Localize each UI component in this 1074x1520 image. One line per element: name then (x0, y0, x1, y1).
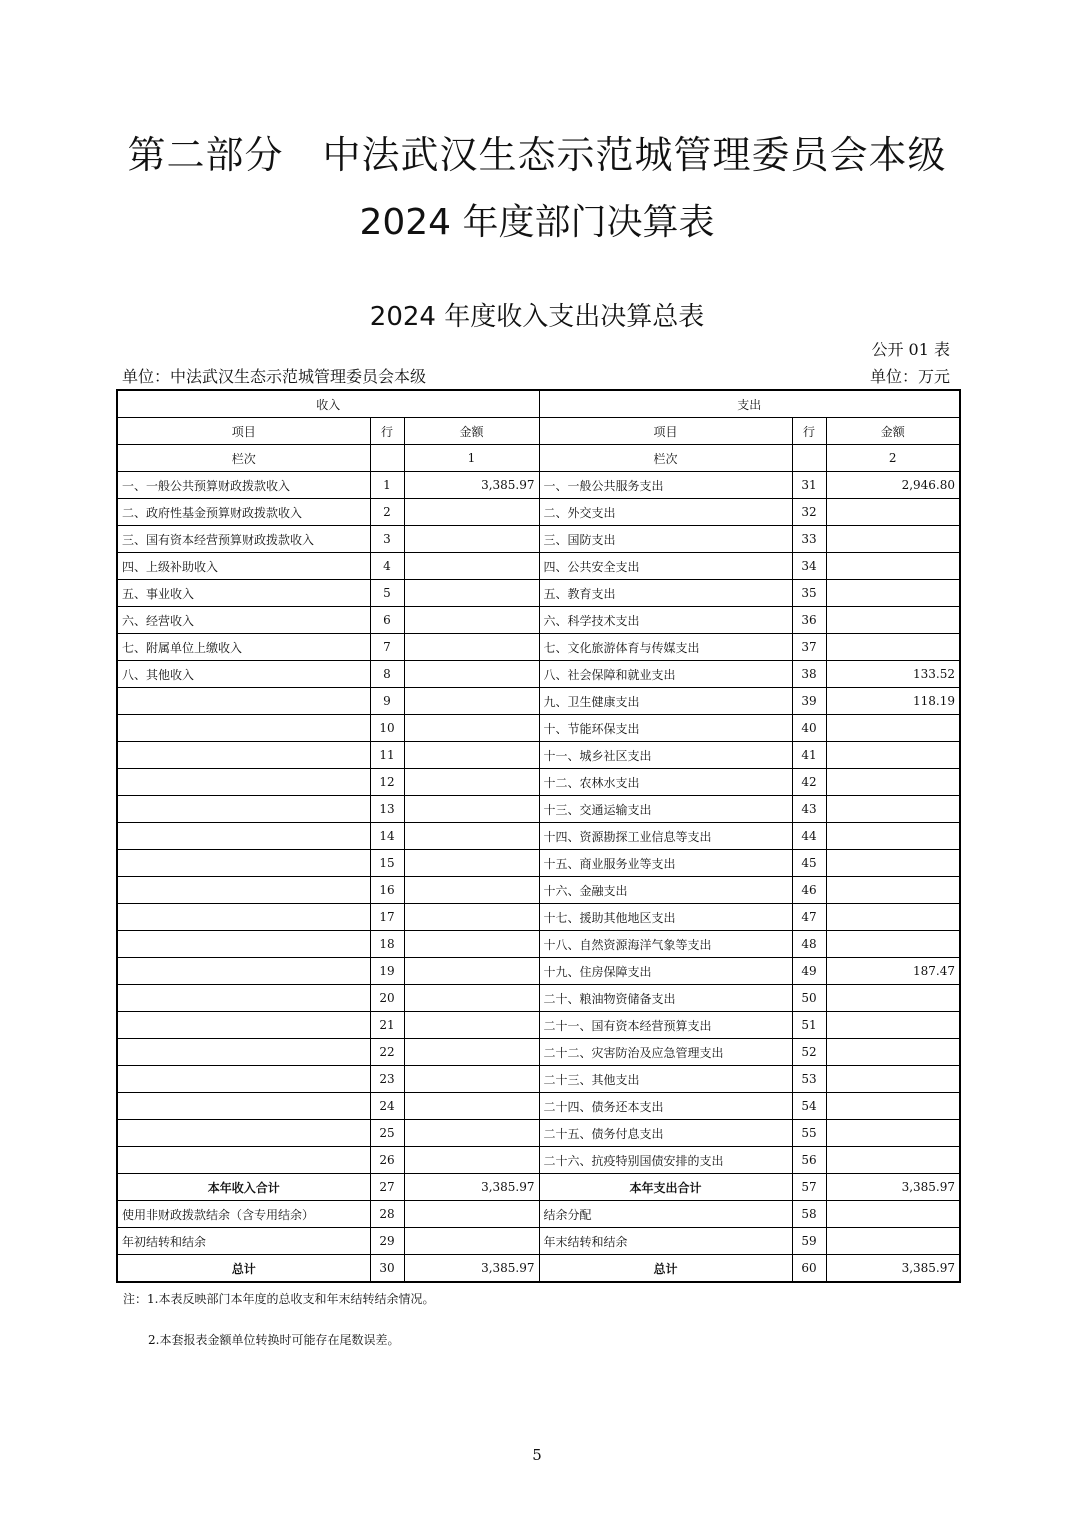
unit-organization: 单位：中法武汉生态示范城管理委员会本级 (122, 367, 427, 386)
expense-row-number-cell: 59 (792, 1228, 826, 1255)
income-row-number-cell: 22 (370, 1039, 404, 1066)
table-column-header-row (117, 418, 960, 445)
expense-row-number-cell: 54 (792, 1093, 826, 1120)
table-row (117, 877, 960, 904)
income-amount-cell (404, 499, 539, 526)
income-amount-cell (404, 796, 539, 823)
income-item-cell (117, 958, 370, 985)
income-amount-cell (404, 661, 539, 688)
table-section-header-row (117, 390, 960, 418)
expense-amount-cell (826, 769, 960, 796)
expense-amount-cell (826, 715, 960, 742)
table-row (117, 904, 960, 931)
expense-amount-cell (826, 796, 960, 823)
income-amount-cell (404, 607, 539, 634)
expense-item-cell: 十七、援助其他地区支出 (539, 904, 792, 931)
income-amount-cell (404, 1093, 539, 1120)
expense-item-cell: 总计 (539, 1255, 792, 1283)
income-item-cell (117, 1012, 370, 1039)
budget-summary-table (116, 389, 961, 1283)
income-row-number-cell: 13 (370, 796, 404, 823)
income-item-cell: 六、经营收入 (117, 607, 370, 634)
income-item-cell (117, 796, 370, 823)
table-row (117, 985, 960, 1012)
expense-item-cell: 六、科学技术支出 (539, 607, 792, 634)
income-row-number-cell: 3 (370, 526, 404, 553)
income-amount-cell (404, 553, 539, 580)
expense-amount-cell (826, 742, 960, 769)
table-row (117, 607, 960, 634)
income-item-cell (117, 1120, 370, 1147)
table-row (117, 1255, 960, 1283)
income-row-number-cell: 25 (370, 1120, 404, 1147)
income-row-number-cell: 24 (370, 1093, 404, 1120)
income-amount-cell (404, 823, 539, 850)
expense-row-number-cell: 33 (792, 526, 826, 553)
income-item-cell (117, 985, 370, 1012)
expense-amount-cell (826, 553, 960, 580)
income-row-number-cell: 26 (370, 1147, 404, 1174)
expense-row-number-cell: 32 (792, 499, 826, 526)
table-row (117, 1066, 960, 1093)
expense-amount-cell: 2,946.80 (826, 472, 960, 499)
table-row (117, 1039, 960, 1066)
income-item-cell: 年初结转和结余 (117, 1228, 370, 1255)
expense-amount-cell: 118.19 (826, 688, 960, 715)
expense-item-cell: 十八、自然资源海洋气象等支出 (539, 931, 792, 958)
expense-amount-cell (826, 607, 960, 634)
expense-amount-cell (826, 931, 960, 958)
expense-item-cell: 本年支出合计 (539, 1174, 792, 1201)
expense-row-number-cell: 42 (792, 769, 826, 796)
income-amount-cell (404, 742, 539, 769)
table-row (117, 796, 960, 823)
table-row (117, 1147, 960, 1174)
income-column-number: 1 (404, 445, 539, 472)
income-row-number-cell: 28 (370, 1201, 404, 1228)
expense-amount-cell: 133.52 (826, 661, 960, 688)
expense-column-number: 2 (826, 445, 960, 472)
expense-item-cell: 二十一、国有资本经营预算支出 (539, 1012, 792, 1039)
income-item-cell: 总计 (117, 1255, 370, 1283)
table-row (117, 850, 960, 877)
expense-amount-cell (826, 985, 960, 1012)
income-row-number-cell: 4 (370, 553, 404, 580)
income-row-number-cell: 8 (370, 661, 404, 688)
table-row (117, 1228, 960, 1255)
table-row (117, 580, 960, 607)
income-amount-cell (404, 1147, 539, 1174)
table-row (117, 1201, 960, 1228)
expense-header: 支出 (539, 390, 960, 418)
expense-amount-cell (826, 904, 960, 931)
income-row-header: 行 (370, 418, 404, 445)
expense-row-number-cell: 46 (792, 877, 826, 904)
unit-currency: 单位：万元 (869, 367, 950, 386)
table-row (117, 553, 960, 580)
income-item-cell (117, 850, 370, 877)
income-row-number-cell: 19 (370, 958, 404, 985)
expense-amount-cell: 3,385.97 (826, 1174, 960, 1201)
income-row-number-cell: 16 (370, 877, 404, 904)
income-row-number-cell: 18 (370, 931, 404, 958)
income-amount-cell (404, 931, 539, 958)
income-row-number-cell: 2 (370, 499, 404, 526)
expense-amount-cell (826, 850, 960, 877)
expense-amount-cell (826, 823, 960, 850)
expense-item-cell: 二十、粮油物资储备支出 (539, 985, 792, 1012)
income-amount-cell: 3,385.97 (404, 1174, 539, 1201)
income-amount-cell (404, 769, 539, 796)
income-row-number-cell: 7 (370, 634, 404, 661)
income-row-number-cell: 20 (370, 985, 404, 1012)
expense-item-cell: 年末结转和结余 (539, 1228, 792, 1255)
income-item-cell (117, 715, 370, 742)
expense-item-cell: 二十五、债务付息支出 (539, 1120, 792, 1147)
income-amount-cell (404, 1012, 539, 1039)
expense-item-cell: 十、节能环保支出 (539, 715, 792, 742)
expense-item-cell: 十九、住房保障支出 (539, 958, 792, 985)
income-item-cell: 使用非财政拨款结余（含专用结余） (117, 1201, 370, 1228)
expense-item-cell: 二、外交支出 (539, 499, 792, 526)
expense-row-number-cell: 37 (792, 634, 826, 661)
expense-amount-cell: 3,385.97 (826, 1255, 960, 1283)
expense-item-cell: 结余分配 (539, 1201, 792, 1228)
table-lanci-row (117, 445, 960, 472)
income-amount-cell (404, 877, 539, 904)
expense-row-header: 行 (792, 418, 826, 445)
income-item-cell: 七、附属单位上缴收入 (117, 634, 370, 661)
expense-amount-cell (826, 1093, 960, 1120)
expense-item-cell: 二十二、灾害防治及应急管理支出 (539, 1039, 792, 1066)
income-row-number-cell: 12 (370, 769, 404, 796)
table-row (117, 688, 960, 715)
income-amount-cell (404, 634, 539, 661)
expense-row-number-cell: 58 (792, 1201, 826, 1228)
expense-amount-cell (826, 499, 960, 526)
income-amount-cell (404, 1120, 539, 1147)
income-amount-header: 金额 (404, 418, 539, 445)
income-row-number-cell: 9 (370, 688, 404, 715)
table-row (117, 526, 960, 553)
table-row (117, 823, 960, 850)
income-item-cell: 五、事业收入 (117, 580, 370, 607)
expense-item-cell: 五、教育支出 (539, 580, 792, 607)
expense-lanci-label: 栏次 (539, 445, 792, 472)
income-item-cell (117, 1039, 370, 1066)
table-row (117, 661, 960, 688)
expense-item-cell: 九、卫生健康支出 (539, 688, 792, 715)
expense-amount-cell (826, 580, 960, 607)
income-amount-cell: 3,385.97 (404, 472, 539, 499)
income-item-header: 项目 (117, 418, 370, 445)
income-amount-cell (404, 526, 539, 553)
expense-amount-cell (826, 1120, 960, 1147)
income-amount-cell (404, 850, 539, 877)
expense-row-number-cell: 40 (792, 715, 826, 742)
expense-amount-cell (826, 1066, 960, 1093)
expense-row-number-cell: 53 (792, 1066, 826, 1093)
income-row-number-cell: 21 (370, 1012, 404, 1039)
expense-item-cell: 十三、交通运输支出 (539, 796, 792, 823)
income-amount-cell (404, 1039, 539, 1066)
income-item-cell (117, 769, 370, 796)
expense-row-number-cell: 31 (792, 472, 826, 499)
expense-amount-cell (826, 1039, 960, 1066)
table-row (117, 715, 960, 742)
income-amount-cell (404, 1228, 539, 1255)
income-row-number-cell: 17 (370, 904, 404, 931)
table-row (117, 634, 960, 661)
income-amount-cell: 3,385.97 (404, 1255, 539, 1283)
income-row-number-cell: 23 (370, 1066, 404, 1093)
income-item-cell: 一、一般公共预算财政拨款收入 (117, 472, 370, 499)
expense-amount-cell (826, 634, 960, 661)
income-item-cell: 本年收入合计 (117, 1174, 370, 1201)
expense-item-cell: 四、公共安全支出 (539, 553, 792, 580)
expense-item-cell: 七、文化旅游体育与传媒支出 (539, 634, 792, 661)
expense-row-number-cell: 60 (792, 1255, 826, 1283)
income-amount-cell (404, 688, 539, 715)
expense-row-number-cell: 35 (792, 580, 826, 607)
expense-amount-cell (826, 1147, 960, 1174)
income-row-number-cell: 5 (370, 580, 404, 607)
expense-row-number-cell: 49 (792, 958, 826, 985)
expense-item-cell: 二十六、抗疫特别国债安排的支出 (539, 1147, 792, 1174)
expense-item-cell: 十一、城乡社区支出 (539, 742, 792, 769)
income-row-number-cell: 29 (370, 1228, 404, 1255)
income-amount-cell (404, 904, 539, 931)
table-row (117, 1174, 960, 1201)
expense-amount-cell (826, 1012, 960, 1039)
income-item-cell (117, 823, 370, 850)
expense-item-cell: 三、国防支出 (539, 526, 792, 553)
expense-amount-header: 金额 (826, 418, 960, 445)
expense-row-number-cell: 36 (792, 607, 826, 634)
income-item-cell: 八、其他收入 (117, 661, 370, 688)
income-item-cell: 三、国有资本经营预算财政拨款收入 (117, 526, 370, 553)
document-title-line2: 2024 年度部门决算表 (359, 202, 715, 243)
table-row (117, 958, 960, 985)
expense-row-number-cell: 44 (792, 823, 826, 850)
expense-item-cell: 一、一般公共服务支出 (539, 472, 792, 499)
income-amount-cell (404, 1066, 539, 1093)
table-row (117, 1012, 960, 1039)
expense-amount-cell (826, 877, 960, 904)
income-lanci-blank (370, 445, 404, 472)
expense-row-number-cell: 47 (792, 904, 826, 931)
table-row (117, 472, 960, 499)
expense-amount-cell (826, 1201, 960, 1228)
income-item-cell (117, 904, 370, 931)
income-lanci-label: 栏次 (117, 445, 370, 472)
expense-item-cell: 二十四、债务还本支出 (539, 1093, 792, 1120)
income-item-cell (117, 1147, 370, 1174)
expense-row-number-cell: 56 (792, 1147, 826, 1174)
expense-row-number-cell: 43 (792, 796, 826, 823)
income-item-cell: 四、上级补助收入 (117, 553, 370, 580)
table-row (117, 499, 960, 526)
expense-lanci-blank (792, 445, 826, 472)
expense-row-number-cell: 51 (792, 1012, 826, 1039)
expense-row-number-cell: 41 (792, 742, 826, 769)
expense-item-cell: 八、社会保障和就业支出 (539, 661, 792, 688)
expense-item-cell: 二十三、其他支出 (539, 1066, 792, 1093)
table-title: 2024 年度收入支出决算总表 (369, 302, 705, 332)
expense-row-number-cell: 57 (792, 1174, 826, 1201)
income-item-cell (117, 1093, 370, 1120)
expense-item-cell: 十六、金融支出 (539, 877, 792, 904)
expense-row-number-cell: 50 (792, 985, 826, 1012)
income-amount-cell (404, 985, 539, 1012)
expense-row-number-cell: 45 (792, 850, 826, 877)
page-number: 5 (532, 1446, 542, 1464)
expense-item-cell: 十四、资源勘探工业信息等支出 (539, 823, 792, 850)
document-title-line1: 第二部分 中法武汉生态示范城管理委员会本级 (127, 133, 947, 177)
expense-item-header: 项目 (539, 418, 792, 445)
table-row (117, 931, 960, 958)
expense-row-number-cell: 38 (792, 661, 826, 688)
income-amount-cell (404, 1201, 539, 1228)
income-header: 收入 (117, 390, 539, 418)
expense-item-cell: 十五、商业服务业等支出 (539, 850, 792, 877)
income-amount-cell (404, 958, 539, 985)
income-item-cell: 二、政府性基金预算财政拨款收入 (117, 499, 370, 526)
table-row (117, 769, 960, 796)
expense-item-cell: 十二、农林水支出 (539, 769, 792, 796)
income-row-number-cell: 6 (370, 607, 404, 634)
income-row-number-cell: 1 (370, 472, 404, 499)
expense-row-number-cell: 34 (792, 553, 826, 580)
income-row-number-cell: 15 (370, 850, 404, 877)
income-row-number-cell: 30 (370, 1255, 404, 1283)
income-row-number-cell: 14 (370, 823, 404, 850)
table-row (117, 1120, 960, 1147)
table-row (117, 742, 960, 769)
expense-row-number-cell: 55 (792, 1120, 826, 1147)
income-item-cell (117, 931, 370, 958)
table-row (117, 1093, 960, 1120)
income-amount-cell (404, 715, 539, 742)
footnote-2: 2.本套报表金额单位转换时可能存在尾数误差。 (148, 1333, 400, 1347)
expense-row-number-cell: 39 (792, 688, 826, 715)
income-item-cell (117, 877, 370, 904)
income-item-cell (117, 742, 370, 769)
footnote-1: 注：1.本表反映部门本年度的总收支和年末结转结余情况。 (123, 1292, 435, 1306)
expense-row-number-cell: 48 (792, 931, 826, 958)
expense-amount-cell (826, 526, 960, 553)
income-row-number-cell: 27 (370, 1174, 404, 1201)
income-row-number-cell: 10 (370, 715, 404, 742)
income-amount-cell (404, 580, 539, 607)
income-row-number-cell: 11 (370, 742, 404, 769)
table-number: 公开 01 表 (871, 340, 950, 359)
income-item-cell (117, 1066, 370, 1093)
expense-amount-cell (826, 1228, 960, 1255)
expense-row-number-cell: 52 (792, 1039, 826, 1066)
expense-amount-cell: 187.47 (826, 958, 960, 985)
income-item-cell (117, 688, 370, 715)
